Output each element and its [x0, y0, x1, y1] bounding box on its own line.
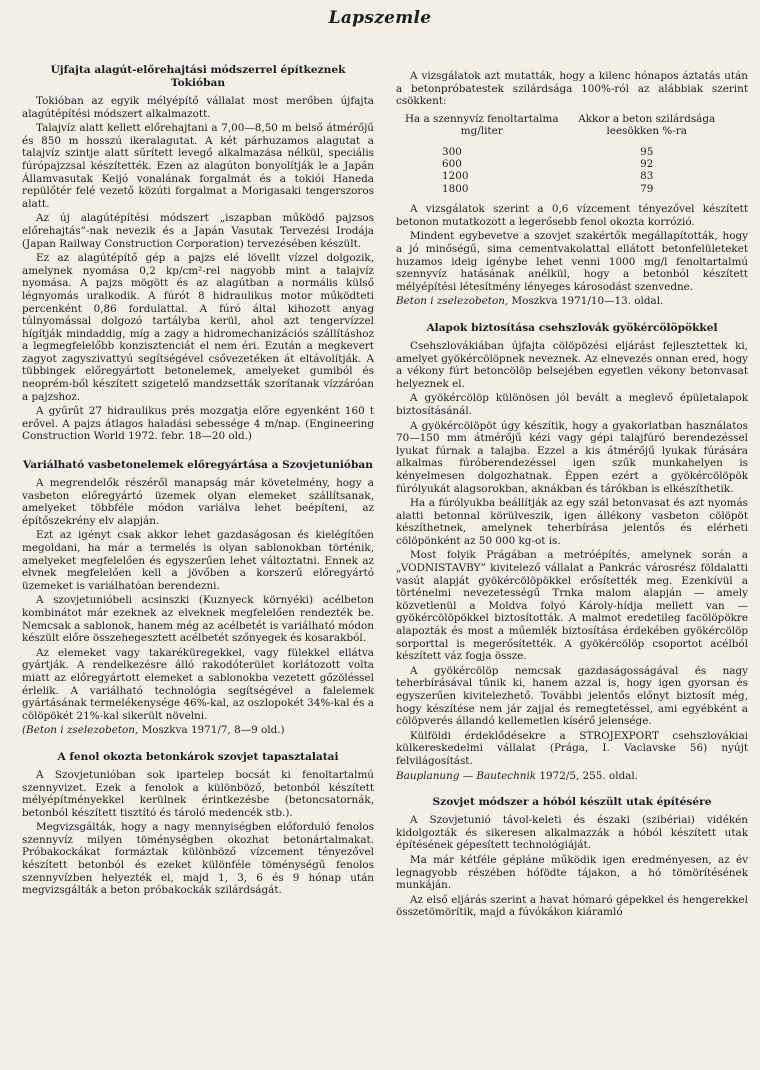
table-cell: 95 [640, 145, 654, 158]
article-paragraph: A Szovjetunióban sok ipartelep bocsát ki fenoltartalmú szennyvizet. Ezek a fenolok a különböző, betonból készített mélyépítményekkel kerülnek érintkezésbe (betoncsatornák, betonból készített tisztító és tároló medencék stb.). [22, 768, 374, 819]
article-paragraph: Mindent egybevetve a szovjet szakértők megállapították, hogy a jó minőségű, sima cementvakolattal ellátott betonfelületeket huzamos ideig igénybe lehet venni 1000 mg/l fenoltartalmú szennyvíz hatásának anélkül, hogy a betonból készített mélyépítési létesítmény lényeges károsodást szenvedne. [396, 230, 748, 293]
phenol-strength-table [402, 112, 732, 195]
article-paragraph: A gyökércölöp különösen jól bevált a meglevő épületalapok biztosításánál. [396, 392, 748, 417]
article-title: Szovjet módszer a hóból készült utak építésére [432, 796, 712, 809]
source-details: 1972/5, 255. oldal. [536, 769, 639, 782]
table-row [402, 170, 732, 182]
table-cell: 600 [442, 158, 462, 170]
source-title: Bauplanung — Bautechnik [396, 769, 537, 782]
table-row [402, 146, 732, 158]
table-header: Akkor a beton szilárdsága leesökken %-ra [578, 112, 716, 138]
table-cell: 300 [442, 145, 462, 158]
table-cell: 1200 [442, 170, 469, 183]
table-row [402, 158, 732, 170]
article-title: Variálható vasbetonelemek előregyártása a Szovjetunióban [23, 459, 373, 472]
article-title: Alapok biztosítása csehszlovák gyökércölöpökkel [426, 321, 718, 334]
article-title: Újfajta alagút-előrehajtási módszerrel építkeznek Tokióban [50, 64, 346, 89]
article-paragraph: Ha a fúrólyukba beállítják az egy szál betonvasat és azt nyomás alatti betonnal körülveszik, igen állékony vasbeton cölöpöt készíthetnek, amelynek teherbírása jelentős és elérheti cölöpönként az 50 000 kg-ot is. [396, 497, 748, 547]
article-paragraph: A Szovjetunió távol-keleti és északi (szibériai) vidékén kidolgozták és sikeresen alkalmazzák a hóból készített utak építésének gépesített technológiáját. [396, 814, 748, 852]
article-paragraph: Csehszlovákiában újfajta cölöpözési eljárást fejlesztettek ki, amelyet gyökércölöpnek neveznek. Az elnevezés onnan ered, hogy a vékony fúrt betoncölöp belsejében egyetlen vékony betonvasat helyeznek el. [396, 339, 748, 390]
article-paragraph: Ma már kétféle gépláne működik igen eredményesen, az év legnagyobb részében hófödte tájakon, a hó tömörítésének munkáján. [396, 853, 748, 892]
table-cell: 92 [640, 158, 654, 170]
table-cell: 83 [640, 170, 654, 183]
article-paragraph: Az első eljárás szerint a havat hómaró gépekkel és hengerekkel összetömörítik, majd a fúvókákon kiáramló [396, 893, 748, 919]
article-paragraph: A megrendelők részéről manapság már követelmény, hogy a vasbeton előregyártó üzemek olyan elemeket szállítsanak, amelyeket többféle módon variálva lehet beépíteni, az építőszekrény elv alapján. [22, 477, 374, 527]
table-header: Ha a szennyvíz fenoltartalma mg/liter [404, 112, 559, 138]
article-paragraph: Külföldi érdeklődésekre a STROJEXPORT csehszlovákiai külkereskedelmi vállalat (Prága, I. Vaclavske 56) nyújt felvilágosítást. [396, 729, 748, 767]
article-paragraph: A szovjetunióbeli acsinszki (Kuznyeck környéki) acélbeton kombinátot már ezeknek az elveknek megfelelően rendezték be. Nemcsak a sablonok, hanem még az acélbetét is variálható módon készült előre összehegesztett acélbetét szőnyegek és kosarakból. [22, 594, 374, 645]
source-details: Moszkva 1971/7, 8—9 old.) [138, 724, 285, 737]
article-paragraph: Talajvíz alatt kellett előrehajtani a 7,00—8,50 m belső átmérőjű és 850 m hosszú ikeralagutat. A két párhuzamos alagutat a talajvíz szintje alatt sűrített levegő alkalmazása nélkül, speciális fúrópajzzsal készítették. Ezen az alagúton bonyolítják le a Japán Államvasutak Keijó vonalának forgalmát és a tokiói Haneda repülőtér felé vezető közúti forgalmat a Morigasaki tengerszoros alatt. [22, 122, 374, 210]
article-paragraph: Most folyik Prágában a metróépítés, amelynek során a „VODNISTAVBY” kivitelező vállalat a Pankrác városrész földalatti vasút alapját gyökércölöpökkel erősítették meg. Ezenkívül a történelmi nevezetességű Trnka malom alapján — amely közvetlenül a Moldva folyó Károly-hídja mellett van — gyökércölöpökkel biztosították. A malmot eredetileg facölöpökre alapozták és most a műemlék biztosítása érdekében gyökércölöp sorporttal is megerősítették. A gyökércölöp csoportot acélból készített váz fogja össze. [396, 549, 748, 663]
table-cell: 79 [640, 182, 654, 195]
article-paragraph: A gyökércölöp nemcsak gazdaságosságával és nagy teherbírásával tűnik ki, hanem azzal is, hogy igen gyorsan és egyszerűen kivitelezhető. További jelentős előnyt biztosít még, hogy készítése nem jár zajjal és remegtetéssel, ami egyébként a cölöpverés állandó kellemetlen kísérő jelensége. [396, 664, 748, 728]
article-paragraph: A gyökércölöpöt úgy készítik, hogy a gyakorlatban használatos 70—150 mm átmérőjű kézi vagy gépi talajfúró berendezéssel lyukat fúrnak a talajba. Ezzel a kis átmérőjű lyukak fúrására alkalmas fúróberendezéssel igen szűk munkahelyen is kényelmesen dolgozhatnak. Éppen ezért a gyökércölöpök fúrólyukát alagsorokban, aknákban és tárókban is elkészíthetik. [396, 419, 748, 495]
page-title: Lapszemle [328, 8, 432, 28]
article-paragraph: Az elemeket vagy takaréküregekkel, vagy fülekkel ellátva gyártják. A rendelkezésre álló rakodóterület korlátozott volta miatt az előregyártott elemeket a sablonokba vezetett gőzöléssel érlelik. A variálható technológia segítségével a falelemek gyártásának termelékenysége 46%-kal, az oszlopokét 34%-kal és a cölöpökét 21%-kal sikerült növelni. [22, 646, 374, 722]
article-paragraph: A vizsgálatok szerint a 0,6 vízcement tényezővel készített betonon mutatkozott a legerősebb fenol okozta korrózió. [396, 203, 748, 228]
source-title: Beton i zselezobeton, [396, 295, 509, 308]
article-paragraph: Az új alagútépítési módszert „iszapban működő pajzsos előrehajtás”-nak nevezik és a Japán Vasutak Tervezési Irodája (Japan Railway Construction Corporation) tervezésében készült. [22, 212, 374, 250]
table-cell: 1800 [442, 182, 469, 195]
article-paragraph: Ezt az igényt csak akkor lehet gazdaságosan és kielégítően megoldani, ha már a termelés is olyan sablonokban történik, amelyeket megfelelően és egyszerűen lehet változtatni. Ennek az elvnek megfelelően kell a jövőben a korszerű előregyártó üzemeket is variálhatóan berendezni. [22, 529, 374, 592]
article-paragraph: Tokióban az egyik mélyépítő vállalat most merőben újfajta alagútépítési módszert alkalmazott. [22, 95, 374, 120]
article-paragraph: Megvizsgálták, hogy a nagy mennyiségben előforduló fenolos szennyvíz milyen töménységben okozhat betonártalmakat. Próbakockákat formáztak különböző vízcement tényezővel készített betonból és ezeket különféle töménységű fenolos szennyvízben helyezték el, majd 1, 3, 6 és 9 hónap után megvizsgálták a beton próbakockák szilárdságát. [22, 821, 374, 897]
article-paragraph: A vizsgálatok azt mutatták, hogy a kilenc hónapos áztatás után a betonpróbatestek szilárdsága 100%-ról az alábbiak szerint csökkent: [396, 70, 748, 108]
article-paragraph: Ez az alagútépítő gép a pajzs elé lövellt vízzel dolgozik, amelynek nyomása 0,2 kp/cm²-rel nagyobb mint a talajvíz nyomása. A pajzs mögött és az alagútban a normális külső légnyomás uralkodik. A fúrót 8 hidraulikus motor működteti percenként 0,86 fordulattal. A fúró által kihozott anyag túlnyomással dolgozó tartályba kerül, ahol azt tengervízzel hígítják mindaddig, míg a zagy a hidromechanizációs szállításhoz a legmegfelelőbb konzisztenciát el nem éri. Ezután a megkevert zagyot zagyszivattyú segítségével csővezetéken át eltávolítják. A tübbingek előregyártott betonelemek, amelyeket gumiból és neoprém-ből készített szigetelő mandzsetták szorítanak vízzáróan a pajzshoz. [22, 252, 374, 403]
article-source [396, 295, 748, 308]
article-paragraph: A gyűrűt 27 hidraulikus prés mozgatja előre egyenként 160 t erővel. A pajzs átlagos haladási sebessége 4 m/nap. (Engineering Construction World 1972. febr. 18—20 old.) [22, 405, 374, 443]
article-title: A fenol okozta betonkárok szovjet tapasztalatai [57, 750, 339, 763]
left-column [22, 64, 374, 1064]
article-source [396, 770, 748, 783]
table-row [402, 183, 732, 195]
source-details: Moszkva 1971/10—13. oldal. [508, 295, 664, 308]
right-column [396, 70, 748, 1070]
source-title: (Beton i zselezobeton, [22, 724, 139, 737]
article-source [22, 724, 374, 737]
